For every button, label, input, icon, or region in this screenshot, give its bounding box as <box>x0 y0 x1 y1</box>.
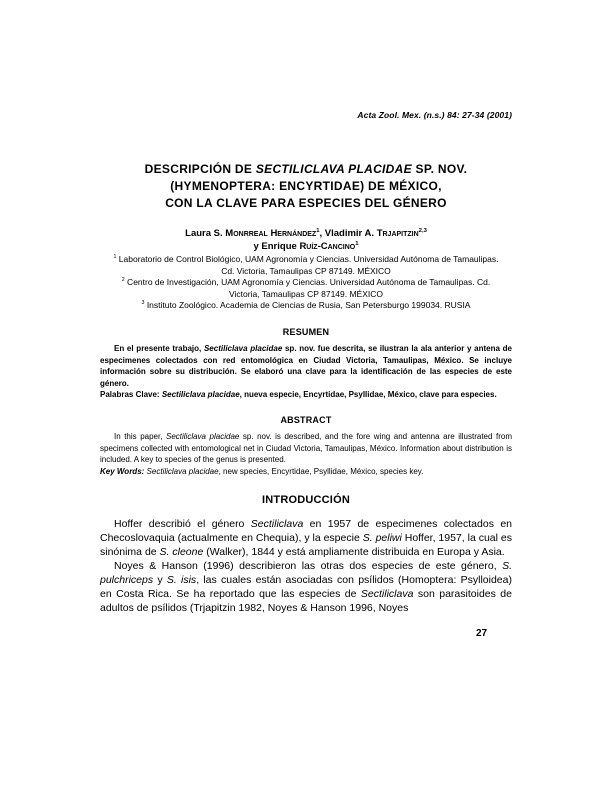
text-run: Ruíz-Cancino <box>299 241 356 252</box>
text-run: SP. NOV. <box>411 162 468 176</box>
author-line-1 <box>100 227 512 240</box>
text-run: Sectiliclava placidae <box>161 390 240 400</box>
text-run: S. peliwi <box>362 532 402 544</box>
text-run: Key Words: <box>100 466 147 476</box>
abstract-keywords <box>100 466 512 478</box>
intro-paragraph-1 <box>100 517 512 559</box>
text-run: sp. nov. is described, and the fore wing and antenna are illustrated from specimens collected with entomological net in Ciudad Victoria, Tamaulipas, México. Information about distribution is included. A key to species of the genus is presented. <box>100 432 512 465</box>
text-run: DESCRIPCIÓN DE <box>144 162 256 176</box>
article-title-line2: (HYMENOPTERA: ENCYRTIDAE) DE MÉXICO, <box>170 179 442 193</box>
text-run: Monrreal Hernández <box>225 228 317 239</box>
text-run: sp. nov. fue descrita, se ilustran la ala anterior y antena de especimenes colectados con red entomológica en Ciudad Victoria, Tamaulipas, México. Se incluye información sobre su distribución. Se elaboró una clave para la identificación de las especies de este género. <box>100 344 513 388</box>
text-run: 1 <box>316 227 320 234</box>
text-run: Laboratorio de Control Biológico, UAM Agronomía y Ciencias. Universidad Autónoma de Tamaulipas. Cd. Victoria, Tamaulipas CP 87149. MÉXICO <box>116 254 499 276</box>
author-list <box>100 227 512 253</box>
text-run: S. cleone <box>159 546 204 558</box>
text-run: 3 <box>141 300 145 307</box>
text-run: 1 <box>355 240 359 247</box>
affiliation-1 <box>106 254 506 277</box>
affiliation-2 <box>106 277 506 300</box>
text-run: Palabras Clave: <box>100 390 162 400</box>
intro-paragraph-2 <box>100 559 512 615</box>
text-run: , nueva especie, Encyrtidae, Psyllidae, México, clave para especies. <box>239 390 497 400</box>
text-run: , las cuales están asociadas con psílidos (Homoptera: Psylloidea) en Costa Rica. Se ha reportado que las especies de <box>100 574 512 600</box>
article-title <box>90 161 522 212</box>
abstract-section <box>100 431 512 477</box>
text-run: 2,3 <box>418 227 427 234</box>
page-number: 27 <box>476 628 488 639</box>
text-run: Trjapitzin <box>376 228 419 239</box>
text-run: , Vladimir A. <box>319 228 377 239</box>
section-heading-resumen: RESUMEN <box>282 327 330 337</box>
journal-citation: Acta Zool. Mex. (n.s.) 84: 27-34 (2001) <box>357 110 512 120</box>
text-run: Sectiliclava placidae <box>165 432 240 441</box>
article-title-line1 <box>90 161 522 178</box>
text-run: en 1957 de especimenes colectados en Checoslovaquia (actualmente en Chequia), y la especie <box>100 518 512 544</box>
section-heading-abstract: ABSTRACT <box>280 415 332 425</box>
text-run: (Walker), 1844 y está ampliamente distribuida en Europa y Asia. <box>203 546 505 558</box>
article-title-line3: CON LA CLAVE PARA ESPECIES DEL GÉNERO <box>165 196 447 210</box>
introduction-section <box>100 517 512 615</box>
text-run: y <box>153 574 167 586</box>
text-run: 1 <box>113 254 117 261</box>
affiliation-3 <box>106 300 506 312</box>
text-run: In this paper, <box>114 432 166 441</box>
abstract-text <box>100 431 512 466</box>
text-run: son parasitoides de adultos de psílidos (Trjapitzin 1982, Noyes & Hanson 1996, Noyes <box>100 588 512 614</box>
section-heading-introduction: INTRODUCCIÓN <box>262 494 350 506</box>
text-run: y Enrique <box>253 241 300 252</box>
text-run: S. isis <box>166 574 197 586</box>
text-run: Noyes & Hanson (1996) describieron las otras dos especies de este género, <box>114 560 503 572</box>
text-run: 2 <box>121 277 125 284</box>
resumen-keywords <box>100 389 512 401</box>
text-run: Laura S. <box>185 228 226 239</box>
text-run: Sectiliclava placidae <box>146 466 219 476</box>
text-run: Sectiliclava placidae <box>203 344 283 353</box>
text-run: En el presente trabajo, <box>114 344 204 353</box>
text-run: Instituto Zoológico. Academia de Ciencias de Rusia, San Petersburgo 199034. RUSIA <box>144 300 471 311</box>
resumen-section <box>100 343 512 401</box>
resumen-text <box>100 343 512 389</box>
text-run: , new species, Encyrtidae, Psyllidae, México, species key. <box>218 466 424 476</box>
text-run: S. pulchriceps <box>100 560 512 586</box>
text-run: Centro de Investigación, UAM Agronomía y Ciencias. Universidad Autónoma de Tamaulipas. Cd. Victoria, Tamaulipas CP 87149. MÉXICO <box>124 277 491 299</box>
author-line-2 <box>100 240 512 253</box>
affiliations <box>106 254 506 312</box>
text-run: SECTILICLAVA PLACIDAE <box>255 162 412 176</box>
text-run: Sectiliclava <box>360 588 414 600</box>
text-run: Sectiliclava <box>250 518 304 530</box>
text-run: Hoffer describió el género <box>114 518 251 530</box>
text-run: Hoffer, 1957, la cual es sinónima de <box>100 532 512 558</box>
